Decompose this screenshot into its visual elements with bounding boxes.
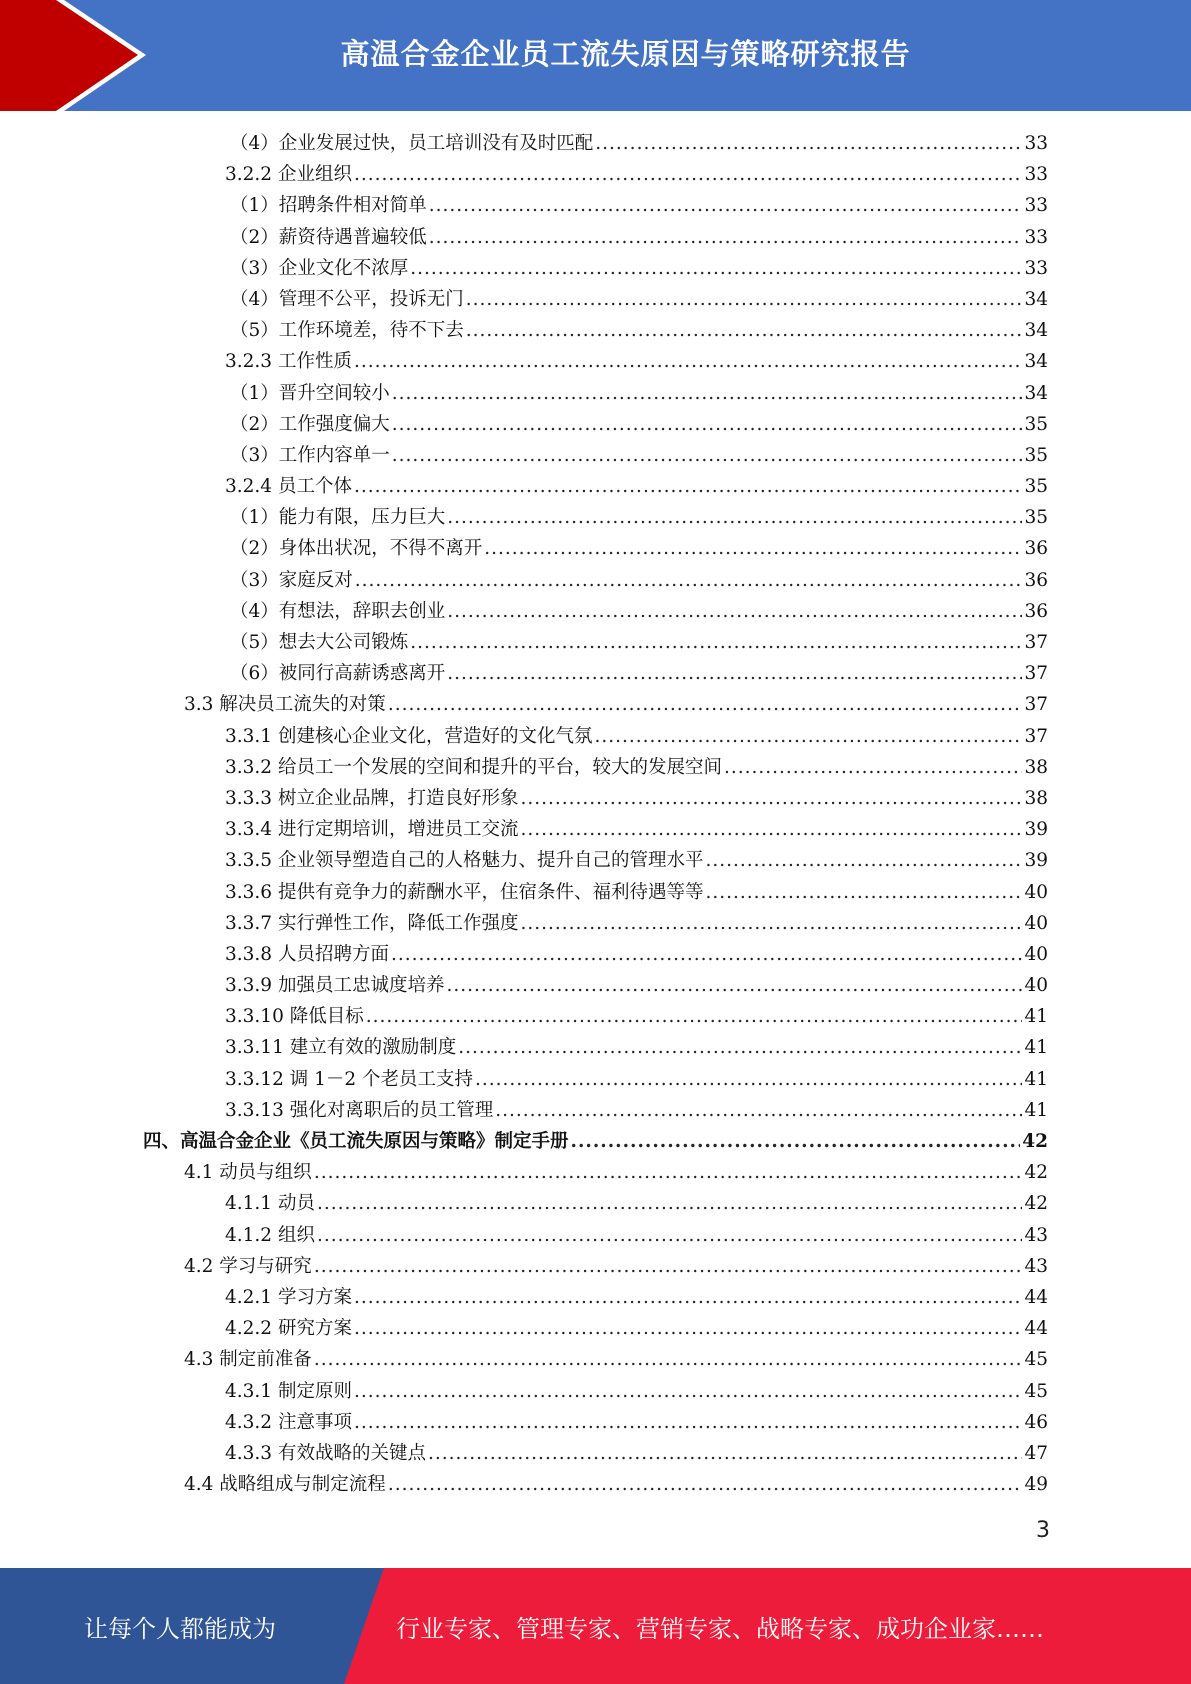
- footer-slogan-right: 行业专家、管理专家、营销专家、战略专家、成功企业家……: [396, 1614, 1044, 1643]
- toc-dot-leader: [466, 284, 1023, 315]
- toc-entry-page: 37: [1024, 725, 1048, 747]
- toc-entry[interactable]: [143, 533, 1048, 564]
- toc-dot-leader: [484, 533, 1022, 564]
- document-title: 高温合金企业员工流失原因与策略研究报告: [340, 36, 911, 71]
- toc-dot-leader: [520, 908, 1022, 939]
- toc-entry[interactable]: [143, 222, 1048, 253]
- toc-entry-label: （3）工作内容单一: [230, 444, 390, 466]
- toc-entry-page: 43: [1024, 1255, 1048, 1277]
- toc-dot-leader: [388, 1469, 1023, 1500]
- toc-entry-page: 35: [1024, 444, 1048, 466]
- toc-entry[interactable]: [143, 565, 1048, 596]
- toc-dot-leader: [354, 471, 1023, 502]
- toc-dot-leader: [354, 159, 1023, 190]
- toc-dot-leader: [705, 845, 1022, 876]
- toc-entry-page: 37: [1024, 663, 1048, 685]
- footer-slogan-left: 让每个人都能成为: [84, 1614, 276, 1643]
- toc-entry-label: 3.3.6 提供有竞争力的薪酬水平，住宿条件、福利待遇等等: [225, 881, 704, 903]
- toc-entry-page: 38: [1024, 756, 1048, 778]
- toc-dot-leader: [355, 565, 1023, 596]
- toc-entry-label: （4）管理不公平，投诉无门: [230, 288, 464, 310]
- toc-dot-leader: [314, 1157, 1023, 1188]
- toc-entry-label: 3.3.5 企业领导塑造自己的人格魅力、提升自己的管理水平: [225, 850, 704, 872]
- toc-dot-leader: [317, 1188, 1023, 1219]
- toc-entry-label: （2）身体出状况，不得不离开: [230, 538, 483, 560]
- toc-entry-label: （5）工作环境差，待不下去: [230, 320, 464, 342]
- toc-entry-label: （1）晋升空间较小: [230, 382, 390, 404]
- toc-entry-page: 34: [1024, 288, 1048, 310]
- toc-entry-page: 33: [1024, 195, 1048, 217]
- toc-entry[interactable]: [143, 1001, 1048, 1032]
- toc-entry[interactable]: [143, 284, 1048, 315]
- toc-entry[interactable]: [143, 1376, 1048, 1407]
- toc-entry[interactable]: [143, 1344, 1048, 1375]
- toc-entry-label: 4.1 动员与组织: [184, 1162, 312, 1184]
- toc-entry[interactable]: [143, 159, 1048, 190]
- toc-entry-label: 3.3.1 创建核心企业文化，营造好的文化气氛: [225, 725, 593, 747]
- toc-entry-label: 3.3 解决员工流失的对策: [184, 694, 386, 716]
- toc-dot-leader: [724, 752, 1022, 783]
- toc-entry-label: 3.3.10 降低目标: [225, 1006, 364, 1028]
- toc-entry-label: 4.3.2 注意事项: [225, 1411, 352, 1433]
- toc-dot-leader: [314, 1344, 1023, 1375]
- toc-dot-leader: [705, 877, 1022, 908]
- toc-entry-label: 3.3.7 实行弹性工作，降低工作强度: [225, 912, 519, 934]
- toc-entry[interactable]: [143, 1407, 1048, 1438]
- toc-entry[interactable]: [143, 1220, 1048, 1251]
- toc-dot-leader: [392, 409, 1023, 440]
- toc-entry-page: 33: [1024, 133, 1048, 154]
- toc-entry[interactable]: [143, 1095, 1048, 1126]
- toc-entry[interactable]: [143, 908, 1048, 939]
- toc-entry-label: （3）企业文化不浓厚: [230, 257, 409, 279]
- toc-entry-page: 43: [1024, 1224, 1048, 1246]
- toc-entry-page: 45: [1024, 1349, 1048, 1371]
- toc-entry[interactable]: [143, 970, 1048, 1001]
- toc-entry-page: 37: [1024, 694, 1048, 716]
- toc-entry-page: 37: [1024, 632, 1048, 653]
- toc-entry-page: 40: [1024, 975, 1048, 997]
- toc-dot-leader: [354, 1407, 1023, 1438]
- toc-entry[interactable]: [143, 877, 1048, 908]
- toc-entry-page: 34: [1024, 351, 1048, 373]
- toc-entry-page: 44: [1024, 1286, 1048, 1308]
- toc-entry-page: 36: [1024, 569, 1048, 591]
- toc-entry-label: 3.3.12 调 1－2 个老员工支持: [225, 1068, 474, 1090]
- toc-dot-leader: [447, 596, 1022, 627]
- toc-entry[interactable]: [143, 1469, 1048, 1500]
- toc-dot-leader: [314, 1251, 1023, 1282]
- toc-entry-page: 47: [1024, 1442, 1048, 1464]
- toc-entry-page: 40: [1024, 881, 1048, 903]
- toc-dot-leader: [354, 1282, 1023, 1313]
- toc-entry-page: 39: [1024, 850, 1048, 872]
- toc-entry[interactable]: [143, 658, 1048, 689]
- toc-entry-label: （6）被同行高薪诱惑离开: [230, 663, 446, 685]
- toc-entry-page: 46: [1024, 1411, 1048, 1433]
- toc-entry[interactable]: [143, 471, 1048, 502]
- toc-dot-leader: [447, 502, 1022, 533]
- toc-entry-label: 3.2.4 员工个体: [225, 476, 352, 498]
- toc-entry[interactable]: [143, 627, 1048, 658]
- toc-dot-leader: [388, 689, 1023, 720]
- toc-entry-page: 42: [1024, 1162, 1048, 1184]
- toc-entry-label: 3.3.9 加强员工忠诚度培养: [225, 975, 445, 997]
- toc-entry-label: 4.3.3 有效战略的关键点: [225, 1442, 426, 1464]
- toc-entry-page: 39: [1024, 819, 1048, 841]
- toc-entry-page: 36: [1024, 538, 1048, 560]
- toc-entry[interactable]: [143, 1251, 1048, 1282]
- toc-entry-label: （3）家庭反对: [230, 569, 353, 591]
- toc-entry[interactable]: [143, 346, 1048, 377]
- toc-dot-leader: [317, 1220, 1023, 1251]
- toc-entry[interactable]: [143, 752, 1048, 783]
- toc-entry-label: 3.3.13 强化对离职后的员工管理: [225, 1099, 494, 1121]
- toc-entry[interactable]: [143, 1064, 1048, 1095]
- toc-entry-label: （1）招聘条件相对简单: [230, 195, 427, 217]
- toc-entry[interactable]: [143, 315, 1048, 346]
- toc-entry-label: 3.3.4 进行定期培训，增进员工交流: [225, 819, 519, 841]
- toc-entry-page: 41: [1024, 1006, 1048, 1028]
- toc-dot-leader: [466, 315, 1023, 346]
- toc-entry[interactable]: [143, 378, 1048, 409]
- toc-entry-page: 45: [1024, 1380, 1048, 1402]
- toc-entry[interactable]: [143, 721, 1048, 752]
- toc-entry-page: 42: [1024, 1193, 1048, 1215]
- toc-entry-label: （2）工作强度偏大: [230, 413, 390, 435]
- page-footer: [0, 1568, 1191, 1684]
- toc-entry-label: 3.3.3 树立企业品牌，打造良好形象: [225, 787, 519, 809]
- toc-entry[interactable]: [143, 689, 1048, 720]
- toc-dot-leader: [594, 721, 1022, 752]
- toc-entry-label: 4.1.2 组织: [225, 1224, 315, 1246]
- toc-entry-label: （4）企业发展过快，员工培训没有及时匹配: [230, 133, 594, 154]
- table-of-contents: [143, 128, 1048, 1500]
- toc-dot-leader: [520, 814, 1022, 845]
- toc-entry[interactable]: [143, 502, 1048, 533]
- toc-entry-page: 33: [1024, 164, 1048, 186]
- toc-entry-page: 38: [1024, 787, 1048, 809]
- toc-entry-label: 3.3.2 给员工一个发展的空间和提升的平台，较大的发展空间: [225, 756, 722, 778]
- toc-entry[interactable]: [143, 1157, 1048, 1188]
- toc-entry-label: 3.3.11 建立有效的激励制度: [225, 1037, 457, 1059]
- toc-dot-leader: [447, 658, 1022, 689]
- toc-entry[interactable]: [143, 1438, 1048, 1469]
- toc-entry-page: 40: [1024, 943, 1048, 965]
- toc-entry-label: 3.3.8 人员招聘方面: [225, 943, 389, 965]
- toc-entry-label: 4.2.2 研究方案: [225, 1318, 352, 1340]
- toc-dot-leader: [392, 440, 1023, 471]
- toc-entry[interactable]: [143, 190, 1048, 221]
- toc-dot-leader: [446, 970, 1022, 1001]
- toc-entry-label: （2）薪资待遇普遍较低: [230, 226, 427, 248]
- toc-dot-leader: [354, 346, 1023, 377]
- toc-entry[interactable]: [143, 440, 1048, 471]
- toc-dot-leader: [595, 128, 1022, 159]
- toc-entry-label: （4）有想法，辞职去创业: [230, 600, 446, 622]
- toc-entry-page: 41: [1024, 1099, 1048, 1121]
- toc-dot-leader: [429, 190, 1023, 221]
- toc-entry[interactable]: [143, 845, 1048, 876]
- toc-entry-label: 3.2.3 工作性质: [225, 351, 352, 373]
- toc-dot-leader: [354, 1313, 1023, 1344]
- toc-dot-leader: [391, 939, 1022, 970]
- toc-entry[interactable]: [143, 253, 1048, 284]
- toc-entry[interactable]: [143, 409, 1048, 440]
- toc-entry[interactable]: [143, 1188, 1048, 1219]
- toc-entry-page: 40: [1024, 912, 1048, 934]
- toc-entry-page: 33: [1024, 226, 1048, 248]
- toc-entry-label: 4.3 制定前准备: [184, 1349, 312, 1371]
- toc-entry-page: 41: [1024, 1068, 1048, 1090]
- toc-entry[interactable]: [143, 1126, 1048, 1157]
- toc-entry-label: 四、高温合金企业《员工流失原因与策略》制定手册: [143, 1131, 569, 1152]
- toc-entry-page: 35: [1024, 507, 1048, 529]
- toc-entry-page: 36: [1024, 600, 1048, 622]
- toc-entry-page: 35: [1024, 476, 1048, 498]
- toc-dot-leader: [410, 627, 1022, 658]
- toc-entry-label: （1）能力有限，压力巨大: [230, 507, 446, 529]
- toc-entry-page: 33: [1024, 257, 1048, 279]
- toc-entry-page: 49: [1024, 1474, 1048, 1496]
- toc-entry-label: （5）想去大公司锻炼: [230, 632, 409, 653]
- toc-entry-label: 3.2.2 企业组织: [225, 164, 352, 186]
- toc-entry[interactable]: [143, 1032, 1048, 1063]
- toc-entry-label: 4.4 战略组成与制定流程: [184, 1474, 386, 1496]
- toc-entry-label: 4.3.1 制定原则: [225, 1380, 352, 1402]
- toc-entry[interactable]: [143, 814, 1048, 845]
- toc-entry[interactable]: [143, 1313, 1048, 1344]
- toc-entry-page: 34: [1024, 382, 1048, 404]
- toc-entry-page: 44: [1024, 1318, 1048, 1340]
- toc-entry[interactable]: [143, 783, 1048, 814]
- toc-entry[interactable]: [143, 596, 1048, 627]
- toc-dot-leader: [571, 1126, 1021, 1157]
- toc-dot-leader: [520, 783, 1022, 814]
- toc-entry[interactable]: [143, 939, 1048, 970]
- toc-entry[interactable]: [143, 1282, 1048, 1313]
- toc-entry-page: 41: [1024, 1037, 1048, 1059]
- toc-dot-leader: [354, 1376, 1023, 1407]
- toc-dot-leader: [392, 378, 1023, 409]
- toc-entry-label: 4.2 学习与研究: [184, 1255, 312, 1277]
- page-header: [0, 0, 1191, 111]
- toc-dot-leader: [366, 1001, 1023, 1032]
- toc-dot-leader: [410, 253, 1022, 284]
- toc-entry-page: 42: [1022, 1131, 1048, 1152]
- page-number: 3: [1036, 1518, 1050, 1543]
- toc-entry-label: 4.2.1 学习方案: [225, 1286, 352, 1308]
- toc-dot-leader: [428, 1438, 1022, 1469]
- toc-dot-leader: [429, 222, 1023, 253]
- toc-dot-leader: [458, 1032, 1022, 1063]
- toc-entry[interactable]: [143, 128, 1048, 159]
- toc-dot-leader: [495, 1095, 1022, 1126]
- toc-entry-page: 34: [1024, 320, 1048, 342]
- toc-entry-label: 4.1.1 动员: [225, 1193, 315, 1215]
- toc-dot-leader: [475, 1064, 1022, 1095]
- toc-entry-page: 35: [1024, 413, 1048, 435]
